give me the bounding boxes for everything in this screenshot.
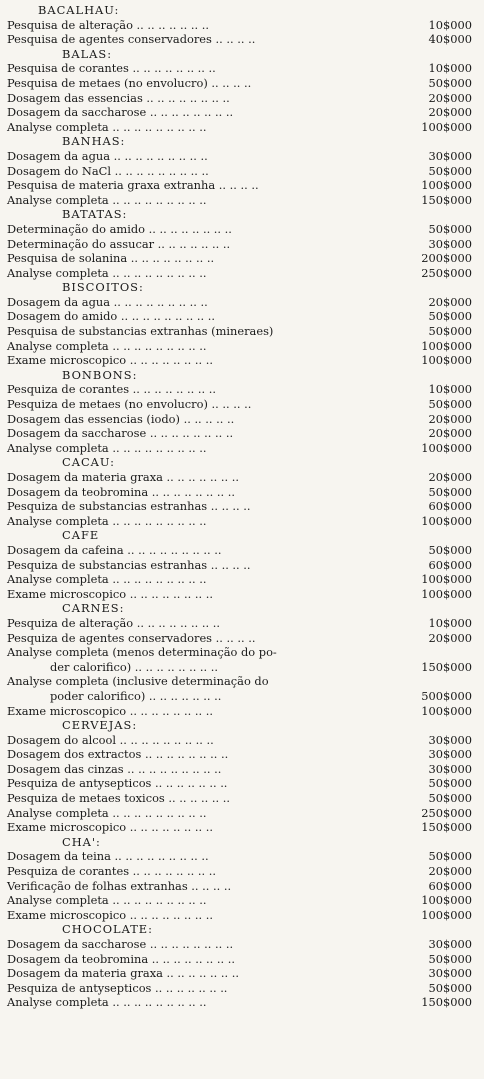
service-label: Pesquiza de metaes (no envolucro) .. .. .. .. [7, 397, 252, 412]
price-list-row [0, 339, 484, 354]
price-list-row [0, 32, 484, 47]
price-list-row [0, 61, 484, 76]
service-price: 500$000 [421, 688, 472, 703]
price-list-row [0, 966, 484, 981]
service-label: Pesquiza de agentes conservadores .. .. .. .. [7, 630, 256, 645]
price-list-row [0, 558, 484, 573]
service-label: Analyse completa .. .. .. .. .. .. .. .. .. [7, 995, 207, 1010]
price-list-row [0, 149, 484, 164]
section-heading [0, 280, 484, 295]
service-price: 30$000 [428, 747, 472, 762]
service-price: 60$000 [428, 499, 472, 514]
service-price: 100$000 [421, 178, 472, 193]
price-list-row [0, 908, 484, 923]
service-price: 30$000 [428, 236, 472, 251]
service-price: 50$000 [428, 397, 472, 412]
section-heading-text: CAFE [62, 528, 100, 543]
service-price: 200$000 [421, 251, 472, 266]
service-label: Pesquiza de corantes .. .. .. .. .. .. .. .. [7, 864, 216, 879]
service-price: 20$000 [428, 470, 472, 484]
service-price: 60$000 [428, 557, 472, 572]
price-list-row [0, 674, 484, 689]
service-label: Dosagem da materia graxa .. .. .. .. .. .. .. [7, 966, 239, 981]
service-price: 50$000 [428, 791, 472, 806]
service-price: 150$000 [421, 659, 472, 674]
price-list-row [0, 616, 484, 631]
service-price: 20$000 [428, 864, 472, 879]
section-heading [0, 368, 484, 383]
service-label: Pesquiza de antysepticos .. .. .. .. .. .. .. [7, 776, 228, 791]
price-list-row [0, 820, 484, 835]
service-label: Analyse completa (inclusive determinação do [7, 674, 269, 689]
service-label: Analyse completa .. .. .. .. .. .. .. .. .. [7, 440, 207, 455]
price-list-row [0, 164, 484, 179]
service-price: 20$000 [428, 294, 472, 309]
service-label: Dosagem do amido .. .. .. .. .. .. .. .. .. [7, 309, 215, 324]
price-list-row [0, 353, 484, 368]
price-list-row [0, 879, 484, 894]
service-label: Pesquiza de corantes .. .. .. .. .. .. .. .. [7, 382, 216, 397]
service-price: 40$000 [428, 32, 472, 47]
price-list-row [0, 251, 484, 266]
price-list-row [0, 499, 484, 514]
section-heading [0, 3, 484, 18]
service-price: 50$000 [428, 163, 472, 178]
price-list-row [0, 864, 484, 879]
service-price: 50$000 [428, 849, 472, 864]
service-price: 150$000 [421, 995, 472, 1010]
price-list-row [0, 543, 484, 558]
service-label: Analyse completa .. .. .. .. .. .. .. .. .. [7, 893, 207, 908]
price-list-row [0, 762, 484, 777]
service-label: Dosagem do alcool .. .. .. .. .. .. .. .. .. [7, 732, 214, 747]
service-price: 100$000 [421, 440, 472, 455]
price-list-row [0, 178, 484, 193]
service-label: Analyse completa (menos determinação do po- [7, 645, 277, 660]
price-list-row [0, 120, 484, 135]
service-price: 250$000 [421, 805, 472, 820]
service-label: Analyse completa .. .. .. .. .. .. .. .. .. [7, 513, 207, 528]
service-price: 50$000 [428, 951, 472, 966]
service-label: der calorifico) .. .. .. .. .. .. .. .. [50, 659, 219, 674]
section-heading-text: CACAU: [62, 455, 115, 470]
service-label: Dosagem da agua .. .. .. .. .. .. .. .. .. [7, 148, 208, 163]
service-label: Pesquisa de metaes (no envolucro) .. .. .. .. [7, 75, 252, 90]
price-list-row [0, 309, 484, 324]
service-label: Dosagem das essencias (iodo) .. .. .. .. .. [7, 411, 235, 426]
service-label: Exame microscopico .. .. .. .. .. .. .. .. [7, 907, 213, 922]
service-price: 20$000 [428, 90, 472, 105]
price-list-row [0, 704, 484, 719]
service-label: Pesquisa de materia graxa extranha .. .. .. .. [7, 178, 259, 193]
service-price: 30$000 [428, 761, 472, 776]
price-list-row [0, 631, 484, 646]
price-list-row [0, 514, 484, 529]
service-price: 10$000 [428, 615, 472, 630]
service-price: 10$000 [428, 61, 472, 76]
service-label: Pesquiza de metaes toxicos .. .. .. .. .. .. [7, 791, 230, 806]
service-label: Exame microscopico .. .. .. .. .. .. .. .. [7, 353, 213, 368]
service-label: Dosagem da teobromina .. .. .. .. .. .. .. .. [7, 484, 236, 499]
service-price: 60$000 [428, 878, 472, 893]
service-label: Dosagem da saccharose .. .. .. .. .. .. .. .. [7, 937, 234, 951]
price-list-row [0, 806, 484, 821]
service-price: 50$000 [428, 324, 472, 339]
service-label: Exame microscopico .. .. .. .. .. .. .. .. [7, 820, 213, 835]
section-heading-text: BACALHAU: [38, 3, 120, 17]
price-list-row [0, 660, 484, 675]
service-price: 50$000 [428, 309, 472, 324]
service-price: 30$000 [428, 966, 472, 981]
price-list-row [0, 193, 484, 208]
section-heading-text: BANHAS: [62, 134, 126, 149]
section-heading [0, 207, 484, 222]
service-price: 30$000 [428, 148, 472, 163]
section-heading [0, 47, 484, 62]
price-list-row [0, 776, 484, 791]
service-price: 50$000 [428, 484, 472, 499]
price-list-row [0, 981, 484, 996]
section-heading-text: BATATAS: [62, 207, 128, 222]
price-list-row [0, 295, 484, 310]
service-price: 10$000 [428, 382, 472, 397]
service-price: 20$000 [428, 105, 472, 120]
service-label: Analyse completa .. .. .. .. .. .. .. .. .. [7, 572, 207, 587]
section-heading [0, 134, 484, 149]
service-label: Dosagem do NaCl .. .. .. .. .. .. .. .. .. [7, 163, 209, 178]
service-price: 100$000 [421, 907, 472, 922]
service-label: Pesquisa de corantes .. .. .. .. .. .. .. .. [7, 61, 216, 76]
price-list-row [0, 893, 484, 908]
price-list-row [0, 747, 484, 762]
service-label: Dosagem dos extractos .. .. .. .. .. .. .. .. [7, 747, 229, 762]
price-list-row [0, 733, 484, 748]
service-price: 20$000 [428, 426, 472, 441]
service-label: Pesquiza de alteração .. .. .. .. .. .. .. .. [7, 615, 220, 630]
price-list-row [0, 412, 484, 427]
service-price: 100$000 [421, 703, 472, 718]
service-price: 100$000 [421, 119, 472, 134]
service-label: Pesquiza de substancias estranhas .. .. .. .. [7, 499, 251, 514]
service-label: Analyse completa .. .. .. .. .. .. .. .. .. [7, 338, 207, 353]
section-heading [0, 528, 484, 543]
service-label: Dosagem da materia graxa .. .. .. .. .. .. .. [7, 470, 239, 484]
price-list-row [0, 91, 484, 106]
price-list-row [0, 995, 484, 1010]
service-label: Verificação de folhas extranhas .. .. .. .. [7, 878, 232, 893]
section-heading-text: CARNES: [62, 601, 125, 616]
service-label: Dosagem das essencias .. .. .. .. .. .. .. .. [7, 90, 230, 105]
section-heading [0, 455, 484, 470]
price-list [0, 3, 484, 1010]
price-list-row [0, 645, 484, 660]
service-label: Exame microscopico .. .. .. .. .. .. .. .. [7, 586, 213, 601]
service-price: 150$000 [421, 192, 472, 207]
service-price: 50$000 [428, 542, 472, 557]
service-label: Exame microscopico .. .. .. .. .. .. .. .. [7, 703, 213, 718]
price-list-row [0, 572, 484, 587]
service-price: 30$000 [428, 732, 472, 747]
service-label: Dosagem da teobromina .. .. .. .. .. .. .. .. [7, 951, 236, 966]
service-price: 10$000 [428, 17, 472, 32]
price-list-row [0, 237, 484, 252]
section-heading-text: CERVEJAS: [62, 718, 138, 733]
service-price: 100$000 [421, 572, 472, 587]
service-label: Dosagem da saccharose .. .. .. .. .. .. .. .. [7, 426, 234, 441]
service-label: Dosagem da cafeina .. .. .. .. .. .. .. .. .. [7, 542, 222, 557]
section-heading-text: BALAS: [62, 46, 113, 61]
section-heading-text: BISCOITOS: [62, 280, 144, 295]
service-price: 100$000 [421, 513, 472, 528]
service-label: Pesquisa de alteração .. .. .. .. .. .. .. [7, 17, 209, 32]
service-label: Pesquisa de solanina .. .. .. .. .. .. .. .. [7, 251, 215, 266]
service-label: Dosagem da agua .. .. .. .. .. .. .. .. .. [7, 294, 208, 309]
service-label: Analyse completa .. .. .. .. .. .. .. .. .. [7, 192, 207, 207]
service-price: 50$000 [428, 75, 472, 90]
service-label: Analyse completa .. .. .. .. .. .. .. .. .. [7, 805, 207, 820]
service-label: Pesquiza de substancias estranhas .. .. .. .. [7, 557, 251, 572]
price-list-row [0, 76, 484, 91]
price-list-row [0, 397, 484, 412]
price-list-row [0, 470, 484, 485]
price-list-row [0, 324, 484, 339]
service-price: 30$000 [428, 937, 472, 951]
section-heading-text: BONBONS: [62, 367, 138, 382]
section-heading [0, 601, 484, 616]
price-list-row [0, 689, 484, 704]
service-label: Determinação do amido .. .. .. .. .. .. .. .. [7, 221, 232, 236]
service-label: poder calorifico) .. .. .. .. .. .. .. [50, 688, 222, 703]
section-heading [0, 718, 484, 733]
price-list-row [0, 952, 484, 967]
service-price: 100$000 [421, 586, 472, 601]
service-price: 150$000 [421, 820, 472, 835]
service-label: Analyse completa .. .. .. .. .. .. .. .. .. [7, 119, 207, 134]
price-list-row [0, 587, 484, 602]
service-price: 250$000 [421, 265, 472, 280]
section-heading [0, 835, 484, 850]
price-list-row [0, 382, 484, 397]
section-heading-text: CHOCOLATE: [62, 922, 153, 937]
service-price: 50$000 [428, 221, 472, 236]
service-label: Dosagem da saccharose .. .. .. .. .. .. .. .. [7, 105, 234, 120]
service-label: Pesquisa de agentes conservadores .. .. .. .. [7, 32, 256, 47]
price-list-row [0, 937, 484, 952]
price-list-row [0, 105, 484, 120]
service-price: 100$000 [421, 893, 472, 908]
service-price: 50$000 [428, 980, 472, 995]
service-label: Analyse completa .. .. .. .. .. .. .. .. .. [7, 265, 207, 280]
service-price: 20$000 [428, 630, 472, 645]
service-label: Pesquisa de substancias extranhas (mineraes) [7, 324, 274, 339]
service-price: 100$000 [421, 338, 472, 353]
price-list-row [0, 426, 484, 441]
service-price: 100$000 [421, 353, 472, 368]
price-list-row [0, 266, 484, 281]
service-price: 20$000 [428, 411, 472, 426]
price-list-row [0, 849, 484, 864]
price-list-row [0, 485, 484, 500]
service-label: Determinação do assucar .. .. .. .. .. .. .. [7, 236, 231, 251]
service-label: Pesquiza de antysepticos .. .. .. .. .. .. .. [7, 980, 228, 995]
service-price: 50$000 [428, 776, 472, 791]
service-label: Dosagem da teina .. .. .. .. .. .. .. .. .. [7, 849, 209, 864]
section-heading [0, 922, 484, 937]
section-heading-text: CHA': [62, 834, 101, 849]
service-label: Dosagem das cinzas .. .. .. .. .. .. .. .. .. [7, 761, 222, 776]
price-list-row [0, 222, 484, 237]
price-list-row [0, 791, 484, 806]
price-list-row [0, 441, 484, 456]
price-list-row [0, 18, 484, 33]
